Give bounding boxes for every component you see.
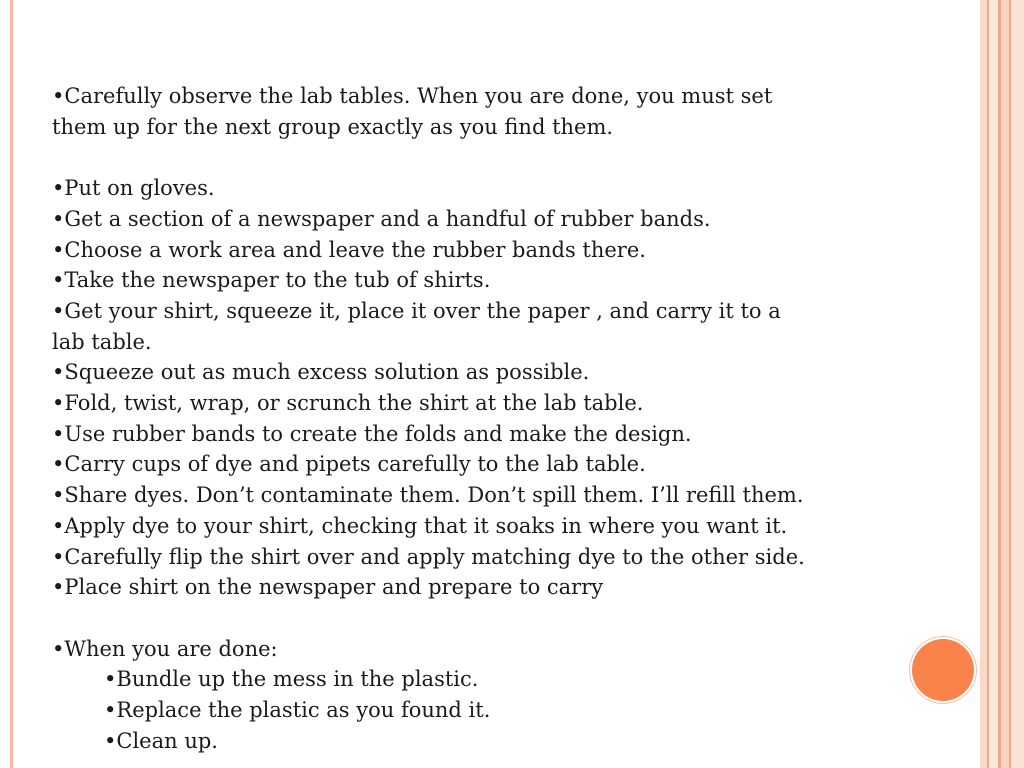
step-item-continued: lab table. [52, 329, 152, 354]
stripe [1001, 0, 1009, 768]
stripe [1011, 0, 1024, 768]
step-item: •Choose a work area and leave the rubber bands there. [52, 237, 646, 262]
done-item: •Bundle up the mess in the plastic. [104, 667, 479, 692]
step-item: •Take the newspaper to the tub of shirts. [52, 268, 491, 293]
accent-circle-icon [912, 639, 974, 701]
step-item: •Carefully flip the shirt over and apply matching dye to the other side. [52, 544, 805, 569]
step-item: •Get a section of a newspaper and a handful of rubber bands. [52, 206, 711, 231]
done-item: •Clean up. [104, 728, 218, 753]
stripe [989, 0, 998, 768]
spacer [52, 603, 902, 634]
decorative-stripes [980, 0, 1024, 768]
step-item: •Carry cups of dye and pipets carefully to the lab table. [52, 452, 646, 477]
left-border-line [10, 0, 13, 768]
stripe [980, 0, 987, 768]
step-item: •Share dyes. Don’t contaminate them. Don’t spill them. I’ll refill them. [52, 483, 804, 508]
done-item: •Replace the plastic as you found it. [104, 698, 491, 723]
step-item: •Put on gloves. [52, 176, 215, 201]
step-item: •Apply dye to your shirt, checking that it soaks in where you want it. [52, 513, 788, 538]
step-item: •Get your shirt, squeeze it, place it over the paper , and carry it to a [52, 298, 781, 323]
slide-body [52, 81, 902, 756]
step-item: •Place shirt on the newspaper and prepare to carry [52, 575, 604, 600]
step-item: •Squeeze out as much excess solution as possible. [52, 360, 590, 385]
intro-line: them up for the next group exactly as you find them. [52, 114, 614, 139]
step-item: •Fold, twist, wrap, or scrunch the shirt at the lab table. [52, 391, 644, 416]
step-item: •Use rubber bands to create the folds and make the design. [52, 421, 692, 446]
intro-line: •Carefully observe the lab tables. When you are done, you must set [52, 84, 773, 108]
spacer [52, 142, 902, 173]
done-heading: •When you are done: [52, 636, 278, 661]
